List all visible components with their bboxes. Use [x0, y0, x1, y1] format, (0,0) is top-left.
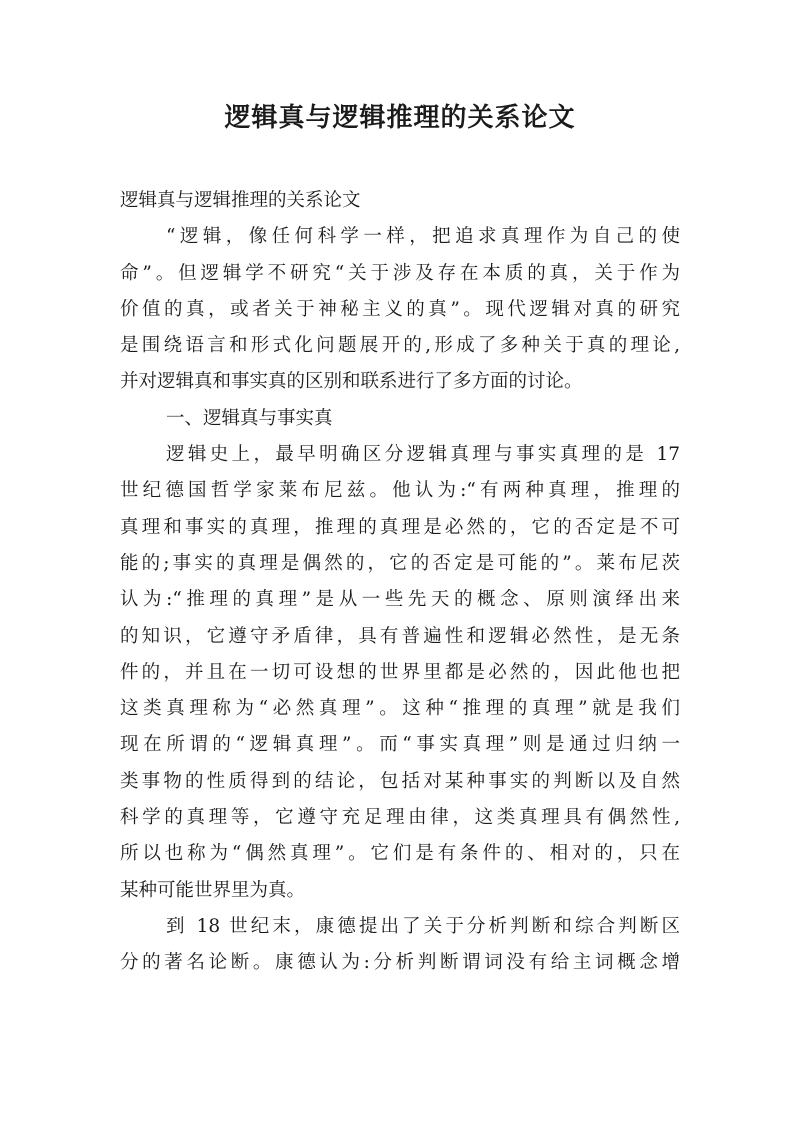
document-body	[120, 183, 680, 982]
subtitle-line: 逻辑真与逻辑推理的关系论文	[120, 190, 361, 211]
paragraph-line: 逻辑史上，最早明确区分逻辑真理与事实真理的是 17	[166, 444, 680, 466]
paragraph-line: 某种可能世界里为真。	[120, 879, 306, 901]
paragraph-line: 类事物的性质得到的结论，包括对某种事实的判断以及自然	[120, 770, 680, 792]
paragraph-line: 科学的真理等，它遵守充足理由律，这类真理具有偶然性,	[120, 807, 680, 829]
paragraph-line: 到 18 世纪末，康德提出了关于分析判断和综合判断区	[166, 915, 680, 937]
paragraph-line: 世纪德国哲学家莱布尼兹。他认为:“有两种真理，推理的	[120, 480, 680, 502]
paragraph-line: 分的著名论断。康德认为:分析判断谓词没有给主词概念增	[120, 952, 680, 974]
paragraph-line: 现在所谓的“逻辑真理”。而“事实真理”则是通过归纳一	[120, 734, 680, 756]
paragraph-line: 能的;事实的真理是偶然的，它的否定是可能的”。莱布尼茨	[120, 552, 680, 574]
document-title: 逻辑真与逻辑推理的关系论文	[224, 103, 576, 133]
paragraph-line: 件的，并且在一切可设想的世界里都是必然的，因此他也把	[120, 661, 680, 683]
paragraph-line: “逻辑，像任何科学一样，把追求真理作为自己的使	[166, 226, 680, 248]
paragraph-line: 是围绕语言和形式化问题展开的,形成了多种关于真的理论,	[120, 335, 680, 357]
paragraph-line: 认为:“推理的真理”是从一些先天的概念、原则演绎出来	[120, 589, 680, 611]
paragraph-line: 的知识，它遵守矛盾律，具有普遍性和逻辑必然性，是无条	[120, 625, 680, 647]
paragraph-line: 并对逻辑真和事实真的区别和联系进行了多方面的讨论。	[120, 371, 583, 393]
paragraph-line: 这类真理称为“必然真理”。这种“推理的真理”就是我们	[120, 698, 680, 720]
paragraph-line: 命”。但逻辑学不研究“关于涉及存在本质的真，关于作为	[120, 262, 680, 284]
paragraph-line: 价值的真，或者关于神秘主义的真”。现代逻辑对真的研究	[120, 298, 680, 320]
paragraph-line: 所以也称为“偶然真理”。它们是有条件的、相对的，只在	[120, 843, 680, 865]
section-heading: 一、逻辑真与事实真	[166, 407, 333, 429]
paragraph-line: 真理和事实的真理，推理的真理是必然的，它的否定是不可	[120, 516, 680, 538]
